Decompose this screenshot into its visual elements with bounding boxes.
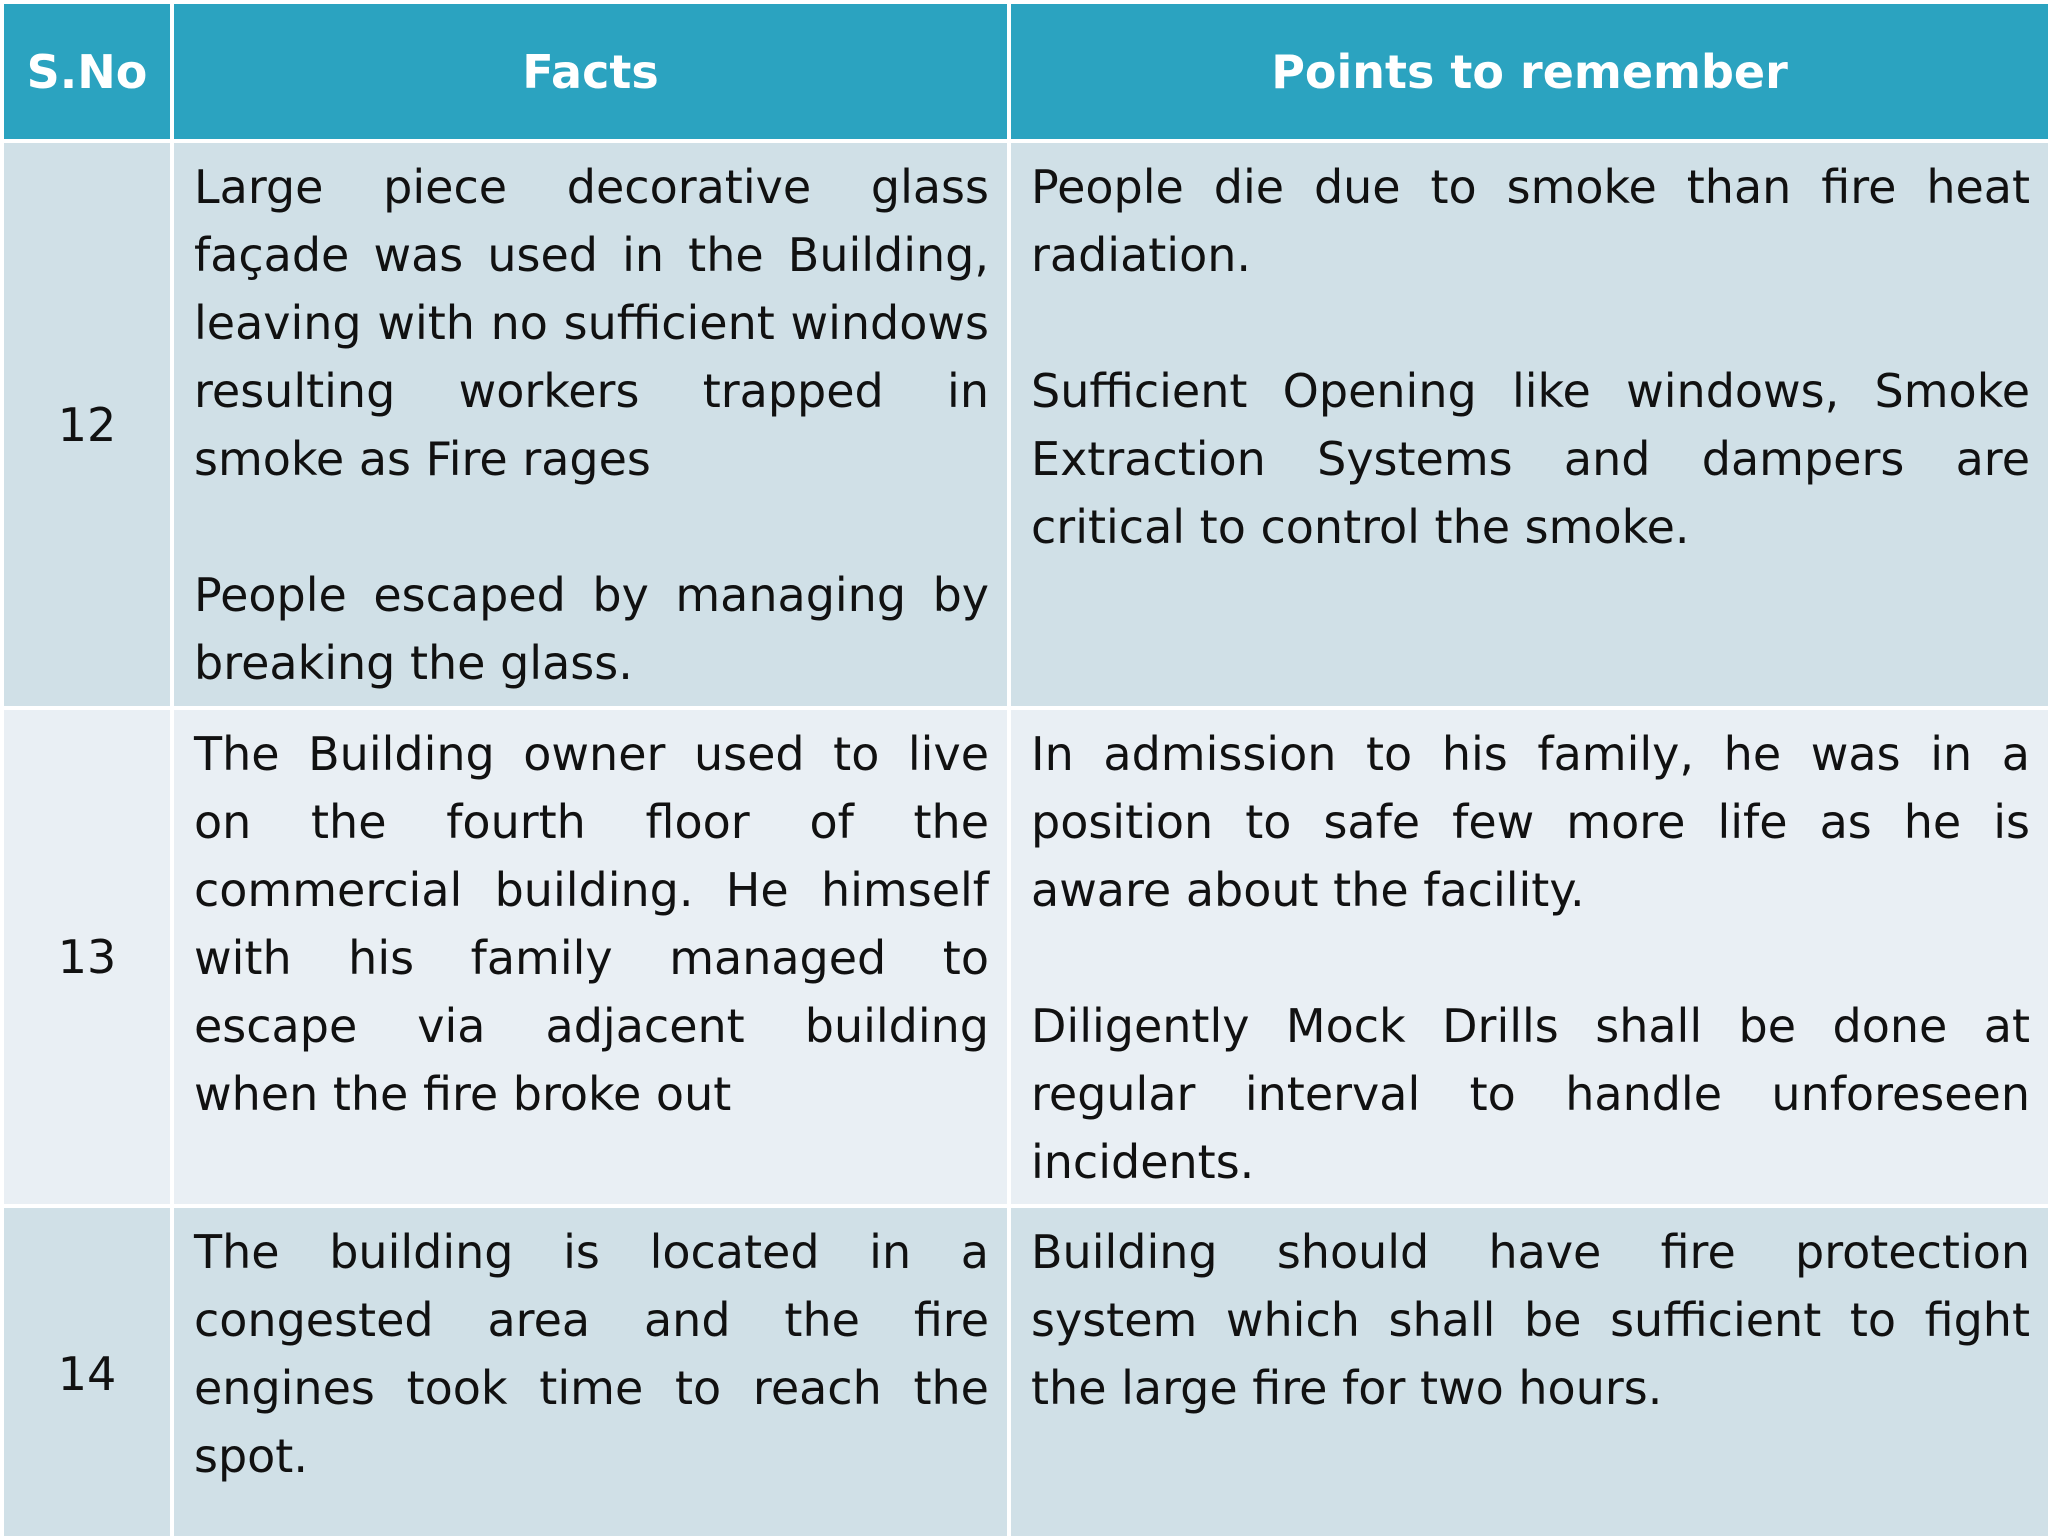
header-facts: Facts: [172, 2, 1009, 141]
facts-cell: [172, 141, 1009, 708]
header-row: [2, 2, 2048, 141]
fact-text: The Building owner used to live on the fourth floor of the commercial building. He himself with his family managed to escape via adjacent building when the fire broke out: [194, 727, 989, 1121]
fact-text: The building is located in a congested area and the fire engines took time to reach the spot.: [194, 1225, 989, 1483]
row-sno: 12: [2, 141, 172, 708]
fact-text: People escaped by managing by breaking the glass.: [194, 568, 989, 690]
facts-cell: [172, 1206, 1009, 1536]
table-row: [2, 1206, 2048, 1536]
point-text: In admission to his family, he was in a position to safe few more life as he is aware about the facility.: [1031, 727, 2030, 917]
point-text: Sufficient Opening like windows, Smoke Extraction Systems and dampers are critical to control the smoke.: [1031, 364, 2030, 554]
table-row: [2, 141, 2048, 708]
row-sno: 14: [2, 1206, 172, 1536]
point-text: Building should have fire protection system which shall be sufficient to fight the large fire for two hours.: [1031, 1225, 2030, 1415]
points-cell: [1009, 708, 2048, 1206]
points-cell: [1009, 141, 2048, 708]
header-sno: S.No: [2, 2, 172, 141]
facts-cell: [172, 708, 1009, 1206]
table-row: [2, 708, 2048, 1206]
row-sno: 13: [2, 708, 172, 1206]
point-text: Diligently Mock Drills shall be done at regular interval to handle unforeseen incidents.: [1031, 999, 2030, 1189]
fact-text: Large piece decorative glass façade was used in the Building, leaving with no sufficient windows resulting workers trapped in smoke as Fire rages: [194, 160, 989, 486]
point-text: People die due to smoke than fire heat radiation.: [1031, 160, 2030, 282]
points-cell: [1009, 1206, 2048, 1536]
header-points: Points to remember: [1009, 2, 2048, 141]
